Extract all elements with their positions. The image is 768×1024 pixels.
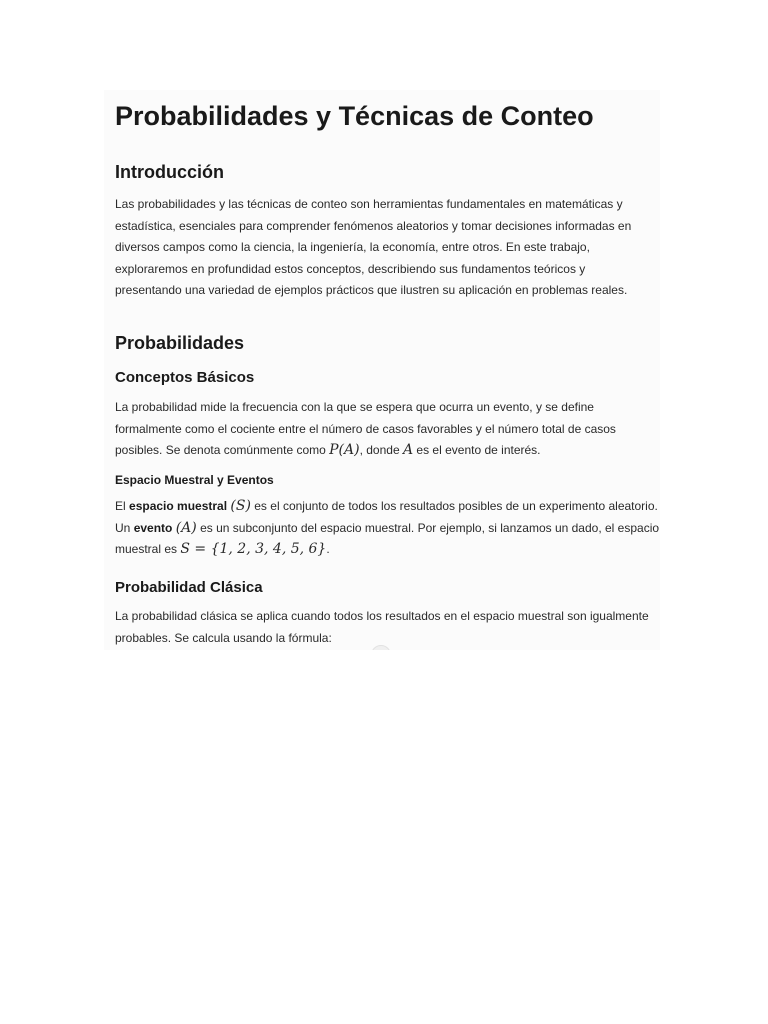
- conceptos-basicos-paragraph: [115, 397, 651, 462]
- probabilidad-clasica-paragraph: La probabilidad clásica se aplica cuando todos los resultados en el espacio muestral son igualmente probables. Se calcula usando la fórmula:: [115, 609, 649, 645]
- document-screenshot: [104, 90, 660, 650]
- espacio-muestral-paragraph: [115, 496, 660, 561]
- subsection-heading-probabilidad-clasica: Probabilidad Clásica: [115, 579, 263, 596]
- math-expression: P(A): [329, 442, 360, 458]
- math-expression: A: [402, 442, 414, 458]
- subsubsection-heading-espacio-muestral: Espacio Muestral y Eventos: [115, 473, 274, 487]
- text-fragment: , donde: [359, 443, 403, 457]
- text-fragment: es un subconjunto del espacio muestral. Por ejemplo, si lanzamos un dado, el espacio muestral es: [115, 520, 660, 556]
- bold-term: evento: [133, 520, 173, 535]
- text-fragment: El: [115, 499, 130, 513]
- intro-paragraph: Las probabilidades y las técnicas de conteo son herramientas fundamentales en matemáticas y estadística, esenciales para comprender fenómenos aleatorios y tomar decisiones informadas en diversos campos como la ciencia, la ingeniería, la economía, entre otros. En este trabajo, exploraremos en profundidad estos conceptos, describiendo sus fundamentos teóricos y presentando una variedad de ejemplos prácticos que ilustren su aplicación en problemas reales.: [115, 197, 632, 297]
- text-fragment: La probabilidad mide la frecuencia con la que se espera que ocurra un evento, y se define formalmente como el cociente entre el número de casos favorables y el número total de casos posibles. Se denota comúnmente como: [115, 400, 616, 457]
- math-expression: (S): [230, 498, 251, 514]
- text-fragment: es el conjunto de todos los resultados posibles de un experimento aleatorio. Un: [115, 499, 658, 535]
- text-fragment: .: [326, 542, 330, 556]
- math-expression: S = {1, 2, 3, 4, 5, 6}: [180, 541, 327, 557]
- bold-term: espacio muestral: [129, 499, 228, 513]
- page-title: Probabilidades y Técnicas de Conteo: [115, 101, 594, 131]
- math-expression: (A): [175, 519, 197, 536]
- section-heading-introduccion: Introducción: [115, 162, 224, 182]
- section-heading-probabilidades: Probabilidades: [115, 333, 245, 353]
- subsection-heading-conceptos-basicos: Conceptos Básicos: [115, 369, 255, 386]
- text-fragment: es el evento de interés.: [413, 443, 541, 457]
